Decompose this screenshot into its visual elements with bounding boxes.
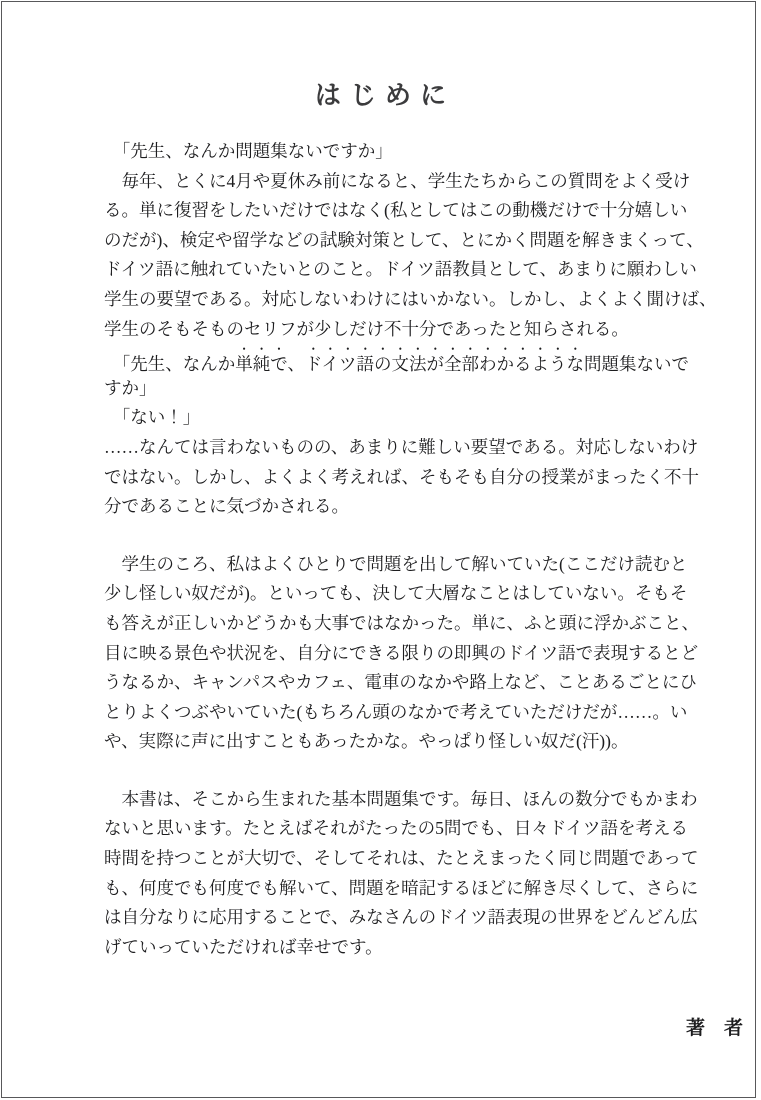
text-line <box>104 463 700 493</box>
text-segment: 「先生、なんか問題集ないですか」 <box>104 141 393 161</box>
text-line <box>104 196 700 226</box>
text-line <box>104 609 700 639</box>
text-segment: のだが)、検定や留学などの試験対策として、とにかく問題を解きまくって、 <box>104 229 704 250</box>
text-segment: 「先生、なんか <box>104 354 236 375</box>
text-segment: 本書は、そこから生まれた基本問題集です。毎日、ほんの数分でもかまわ <box>104 788 698 809</box>
text-line <box>104 727 700 757</box>
preface-body <box>104 137 717 962</box>
text-segment: は自分なりに応用することで、みなさんのドイツ語表現の世界をどんどん広 <box>104 907 698 928</box>
text-line <box>104 698 700 728</box>
text-line <box>104 492 700 522</box>
text-line <box>104 344 700 374</box>
text-line <box>104 903 700 933</box>
page-title: はじめに <box>314 81 456 111</box>
text-segment: 分であることに気づかされる。 <box>104 496 349 517</box>
text-line <box>104 874 700 904</box>
text-line <box>104 814 700 844</box>
text-segment: ドイツ語に触れていたいとのこと。ドイツ語教員として、あまりに願わしい <box>104 259 697 280</box>
text-line <box>104 433 700 463</box>
text-line <box>104 374 700 404</box>
text-segment: うなるか、キャンパスやカフェ、電車のなかや路上など、ことあるごとにひ <box>104 672 697 693</box>
text-segment: 毎年、とくに4月や夏休み前になると、学生たちからこの質問をよく受け <box>104 170 691 191</box>
text-segment: げていっていただければ幸せです。 <box>104 936 383 957</box>
text-segment: ではない。しかし、よくよく考えれば、そもそも自分の授業がまったく不十 <box>104 466 699 487</box>
text-line <box>104 933 700 963</box>
text-segment: も、何度でも何度でも解いて、問題を暗記するほどに解き尽くして、さらに <box>104 877 699 898</box>
text-segment: すか」 <box>104 377 157 398</box>
text-segment: や、実際に声に出すこともあったかな。やっぱり怪しい奴だ(汗))。 <box>104 731 629 752</box>
text-line <box>104 579 700 609</box>
text-segment: 学生の要望である。対応しないわけにはいかない。しかし、よくよく聞けば、 <box>104 288 717 309</box>
text-segment: 目に映る景色や状況を、自分にできる限りの即興のドイツ語で表現するとど <box>104 642 699 663</box>
text-segment: 少し怪しい奴だが)。といっても、決して大層なことはしていない。そもそ <box>104 583 688 604</box>
text-segment: も答えが正しいかどうかも大事ではなかった。単に、ふと頭に浮かぶこと、 <box>104 612 699 633</box>
text-segment: ないと思います。たとえばそれがたったの5問でも、日々ドイツ語を考える <box>104 818 688 839</box>
text-line <box>104 226 704 256</box>
text-line <box>104 255 700 285</box>
text-segment: ……なんては言わないものの、あまりに難しい要望である。対応しないわけ <box>104 436 699 457</box>
text-line <box>104 550 700 580</box>
text-line <box>104 668 700 698</box>
text-line <box>104 639 700 669</box>
text-segment: 学生のころ、私はよくひとりで問題を出して解いていた(ここだけ読むと <box>104 553 688 574</box>
paragraph <box>104 785 700 963</box>
text-segment: とりよくつぶやいていた(もちろん頭のなかで考えていただけだが……。い <box>104 701 688 722</box>
paragraph <box>104 137 717 522</box>
text-line <box>104 285 717 315</box>
text-line <box>104 167 700 197</box>
emphasized-text: 単純で <box>235 354 288 375</box>
text-line <box>104 844 700 874</box>
text-line <box>104 315 700 345</box>
author-signature: 著 者 <box>685 1018 743 1039</box>
text-segment: 問題集ないで <box>584 354 690 375</box>
text-segment: 時間を持つことが大切で、そしてそれは、たとえまったく同じ問題であって <box>104 848 699 869</box>
text-line <box>104 403 700 433</box>
text-segment: 学生のそもそものセリフが少しだけ不十分であったと知らされる。 <box>104 318 629 339</box>
emphasized-text: ドイツ語の文法が全部わかるような <box>304 354 585 375</box>
text-line <box>104 137 700 167</box>
text-segment: 、 <box>287 354 305 375</box>
text-line <box>104 785 700 815</box>
text-segment: 「ない！」 <box>104 407 201 428</box>
text-segment: る。単に復習をしたいだけではなく(私としてはこの動機だけで十分嬉しい <box>104 200 688 221</box>
paragraph <box>104 550 700 757</box>
